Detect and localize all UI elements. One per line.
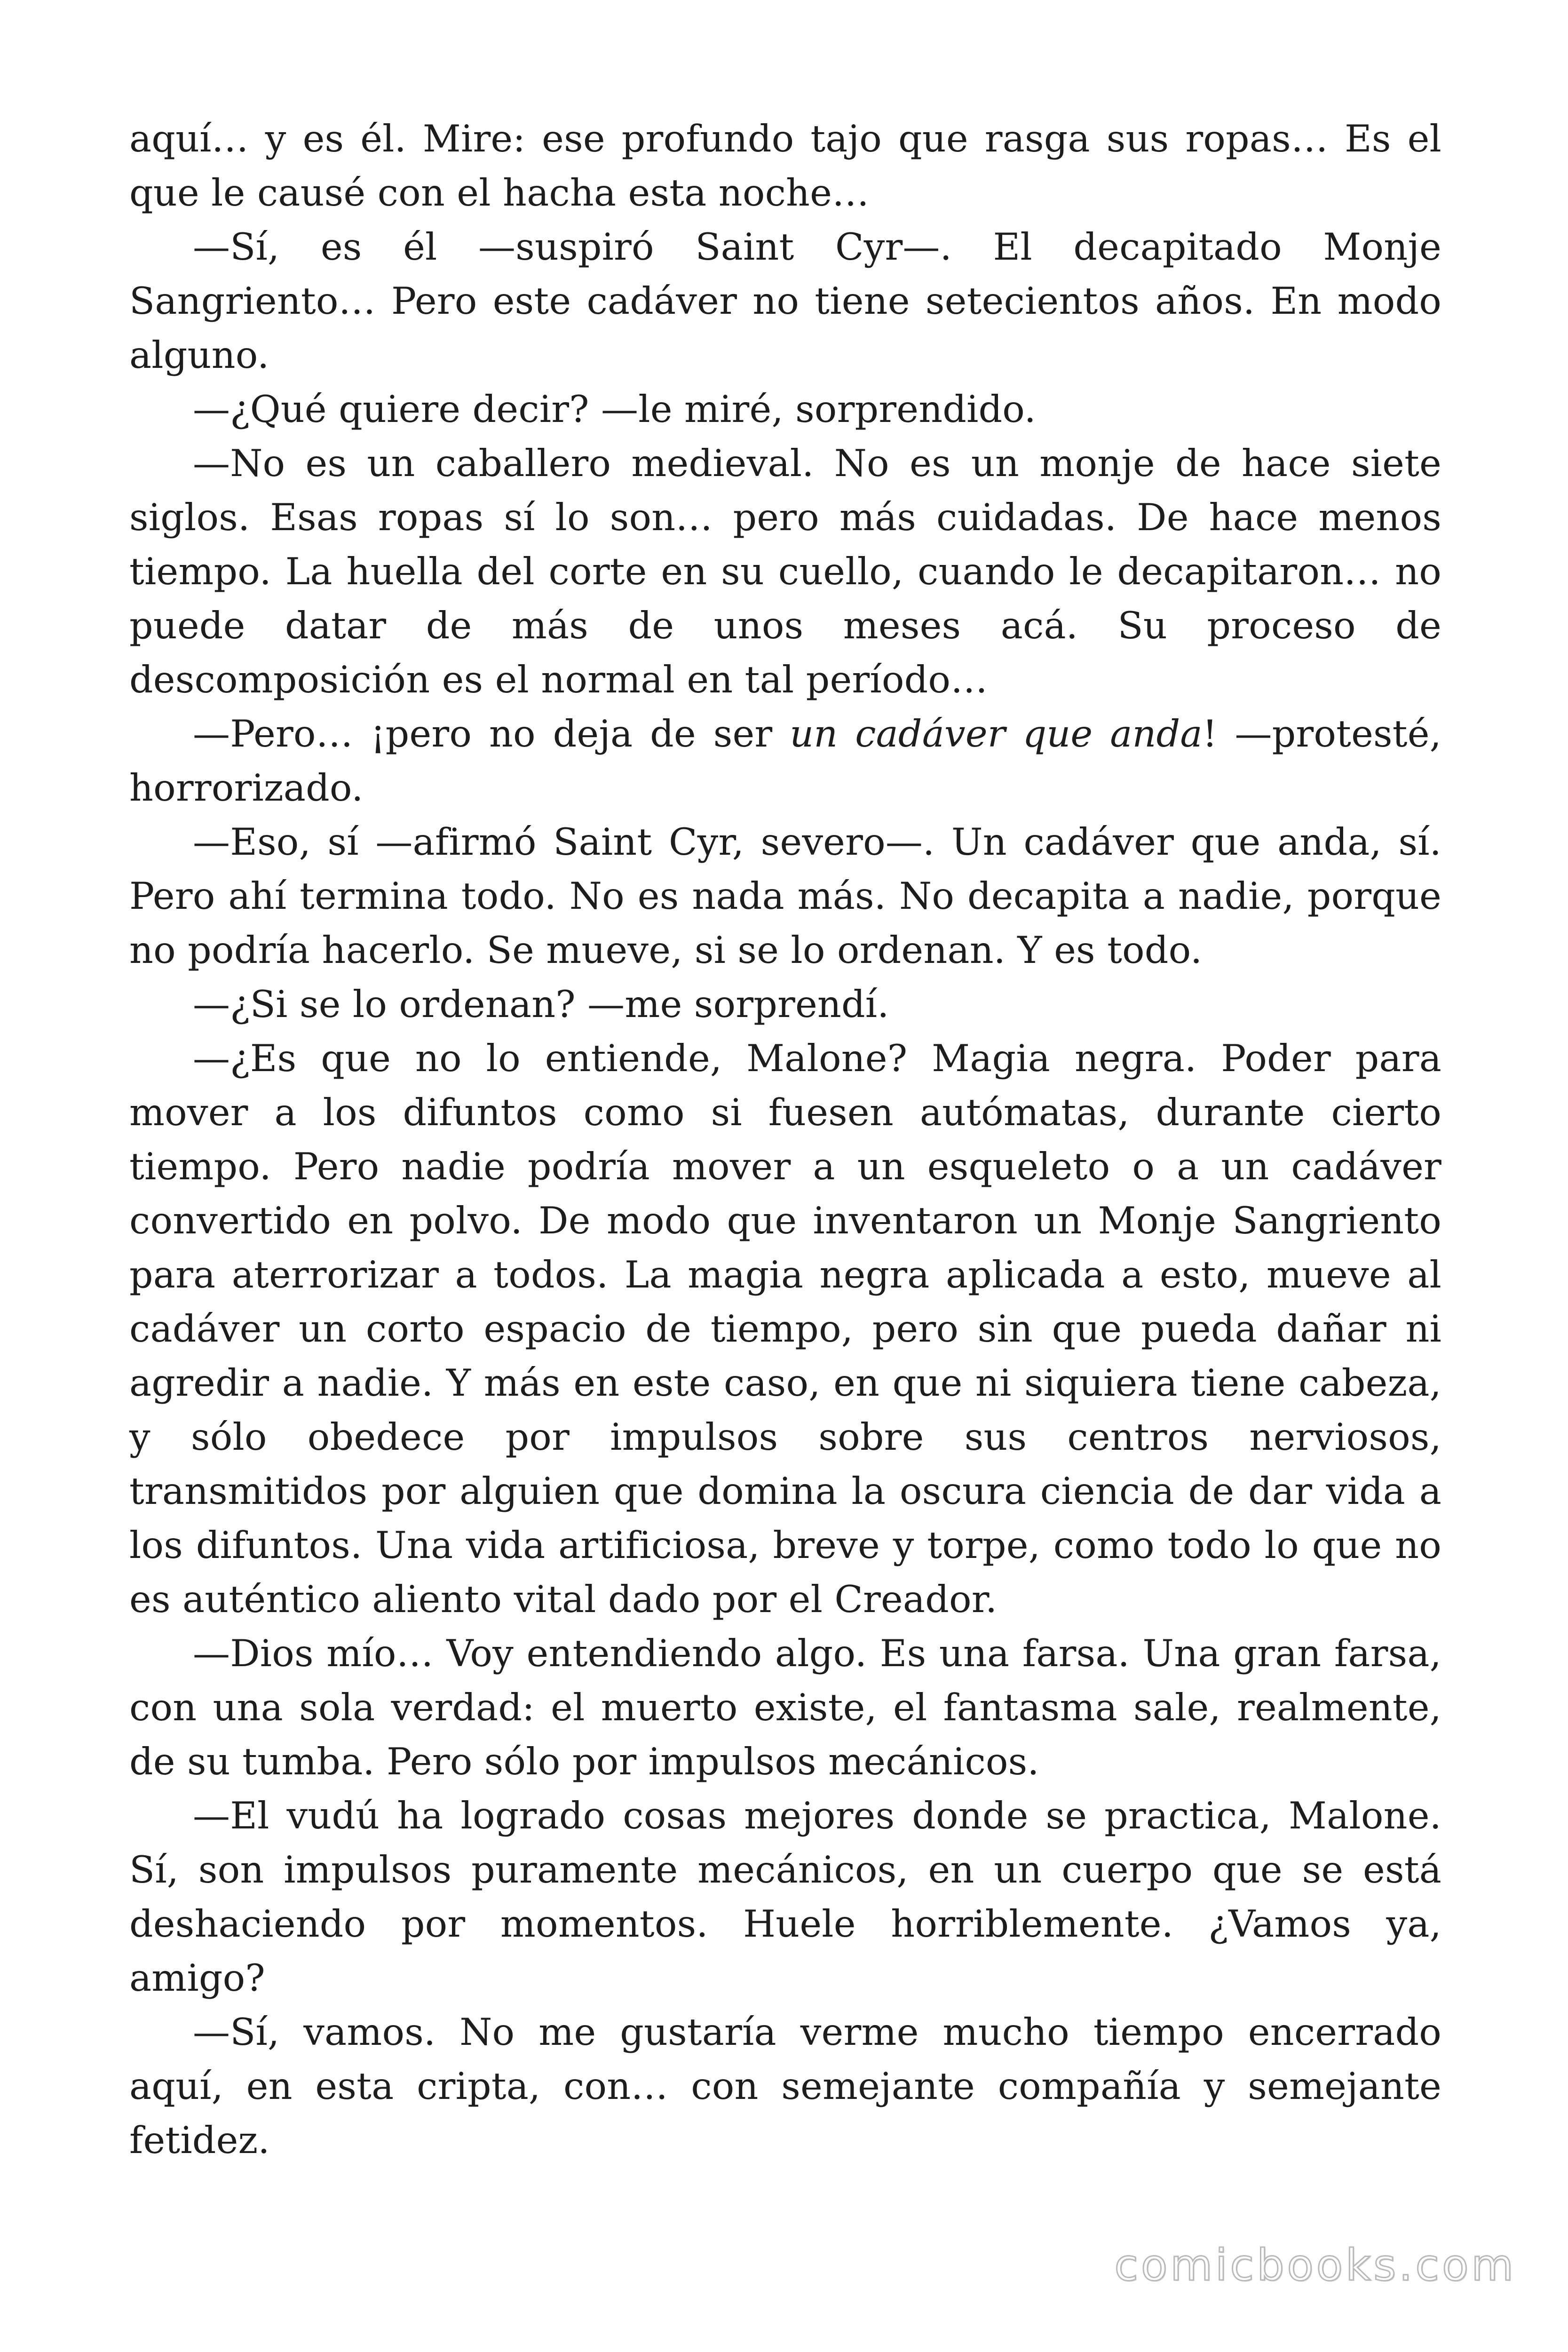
paragraph-5 bbox=[129, 707, 1441, 815]
paragraph-2: —Sí, es él —suspiró Saint Cyr—. El decapitado Monje Sangriento… Pero este cadáver no tiene setecientos años. En modo alguno. bbox=[129, 225, 1441, 377]
watermark-logo: comicbooks.com bbox=[1114, 2240, 1516, 2290]
paragraph-5-before: —Pero… ¡pero no deja de ser bbox=[193, 712, 790, 755]
paragraph-9: —Dios mío… Voy entendiendo algo. Es una farsa. Una gran farsa, con una sola verdad: el muerto existe, el fantasma sale, realmente, de su tumba. Pero sólo por impulsos mecánicos. bbox=[129, 1632, 1441, 1783]
paragraph-7: —¿Si se lo ordenan? —me sorprendí. bbox=[193, 983, 889, 1026]
paragraph-8: —¿Es que no lo entiende, Malone? Magia negra. Poder para mover a los difuntos como si fuesen autómatas, durante cierto tiempo. Pero nadie podría mover a un esqueleto o a un cadáver convertido en polvo. De modo que inventaron un Monje Sangriento para aterrorizar a todos. La magia negra aplicada a esto, mueve al cadáver un corto espacio de tiempo, pero sin que pueda dañar ni agredir a nadie. Y más en este caso, en que ni siquiera tiene cabeza, y sólo obedece por impulsos sobre sus centros nerviosos, transmitidos por alguien que domina la oscura ciencia de dar vida a los difuntos. Una vida artificiosa, breve y torpe, como todo lo que no es auténtico aliento vital dado por el Creador. bbox=[129, 1037, 1441, 1621]
paragraph-3: —¿Qué quiere decir? —le miré, sorprendido. bbox=[193, 388, 1036, 431]
paragraph-6: —Eso, sí —afirmó Saint Cyr, severo—. Un cadáver que anda, sí. Pero ahí termina todo. No es nada más. No decapita a nadie, porque no podría hacerlo. Se mueve, si se lo ordenan. Y es todo. bbox=[129, 820, 1441, 972]
paragraph-5-after: ! —protesté, horrorizado. bbox=[129, 712, 1441, 810]
paragraph-10: —El vudú ha logrado cosas mejores donde se practica, Malone. Sí, son impulsos puramente mecánicos, en un cuerpo que se está deshaciendo por momentos. Huele horriblemente. ¿Vamos ya, amigo? bbox=[129, 1794, 1441, 2000]
paragraph-4: —No es un caballero medieval. No es un monje de hace siete siglos. Esas ropas sí lo son… pero más cuidadas. De hace menos tiempo. La huella del corte en su cuello, cuando le decapitaron… no puede datar de más de unos meses acá. Su proceso de descomposición es el normal en tal período… bbox=[129, 442, 1441, 701]
paragraph-5-italic: un cadáver que anda bbox=[790, 712, 1203, 755]
page-body bbox=[129, 112, 1441, 2168]
paragraph-1: aquí… y es él. Mire: ese profundo tajo que rasga sus ropas… Es el que le causé con el hacha esta noche… bbox=[129, 117, 1441, 215]
paragraph-11: —Sí, vamos. No me gustaría verme mucho tiempo encerrado aquí, en esta cripta, con… con semejante compañía y semejante fetidez. bbox=[129, 2010, 1441, 2162]
